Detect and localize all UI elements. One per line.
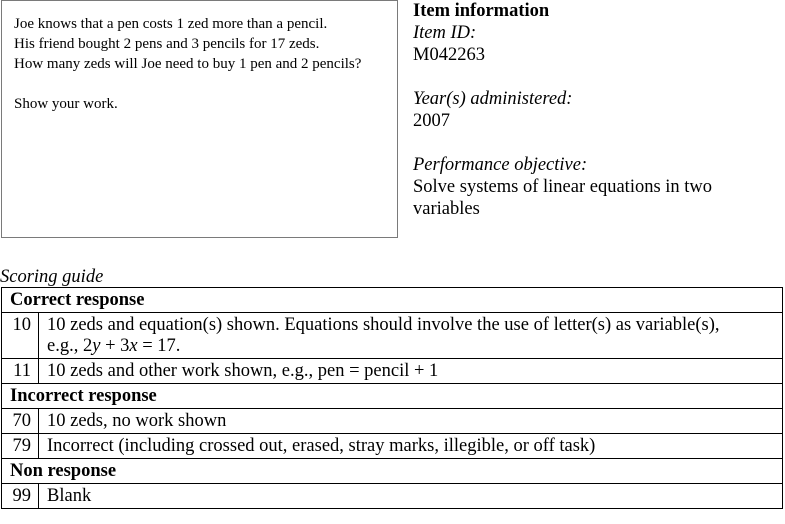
objective-value-line: Solve systems of linear equations in two <box>413 177 713 197</box>
score-code: 10 <box>2 313 39 359</box>
item-information <box>413 0 773 220</box>
problem-box <box>1 0 398 238</box>
section-row <box>2 288 783 313</box>
table-row <box>2 434 783 459</box>
table-row <box>2 409 783 434</box>
score-code: 79 <box>2 434 39 459</box>
variable-x: x <box>129 336 138 356</box>
problem-instruction: Show your work. <box>14 96 118 112</box>
section-heading: Correct response <box>2 288 783 313</box>
score-description: Incorrect (including crossed out, erased, stray marks, illegible, or off task) <box>39 434 783 459</box>
description-text: + 3 <box>100 336 130 356</box>
section-row <box>2 384 783 409</box>
table-row <box>2 313 783 359</box>
scoring-guide-title: Scoring guide <box>0 267 104 287</box>
score-description: 10 zeds, no work shown <box>39 409 783 434</box>
score-description <box>39 313 783 359</box>
objective-value-line: variables <box>413 199 480 219</box>
table-row <box>2 484 783 509</box>
item-info-heading: Item information <box>413 1 550 21</box>
objective-label: Performance objective: <box>413 155 588 175</box>
section-heading: Non response <box>2 459 783 484</box>
problem-line: Joe knows that a pen costs 1 zed more than a pencil. <box>14 16 328 32</box>
years-value: 2007 <box>413 111 450 131</box>
score-description: Blank <box>39 484 783 509</box>
problem-line: How many zeds will Joe need to buy 1 pen and 2 pencils? <box>14 56 362 72</box>
description-text: = 17. <box>137 336 181 356</box>
score-description: 10 zeds and other work shown, e.g., pen = pencil + 1 <box>39 359 783 384</box>
variable-y: y <box>92 336 101 356</box>
years-label: Year(s) administered: <box>413 89 573 109</box>
spacer <box>413 66 773 88</box>
table-row <box>2 359 783 384</box>
score-code: 70 <box>2 409 39 434</box>
problem-line: His friend bought 2 pens and 3 pencils for 17 zeds. <box>14 36 320 52</box>
description-line: 10 zeds and equation(s) shown. Equations should involve the use of letter(s) as variable(s), <box>47 315 720 335</box>
spacer <box>413 132 773 154</box>
item-id-value: M042263 <box>413 45 485 65</box>
section-heading: Incorrect response <box>2 384 783 409</box>
description-text: e.g., 2 <box>47 336 93 356</box>
score-code: 11 <box>2 359 39 384</box>
section-row <box>2 459 783 484</box>
score-code: 99 <box>2 484 39 509</box>
spacer <box>14 74 397 94</box>
item-id-label: Item ID: <box>413 23 477 43</box>
scoring-guide-table <box>1 287 783 509</box>
